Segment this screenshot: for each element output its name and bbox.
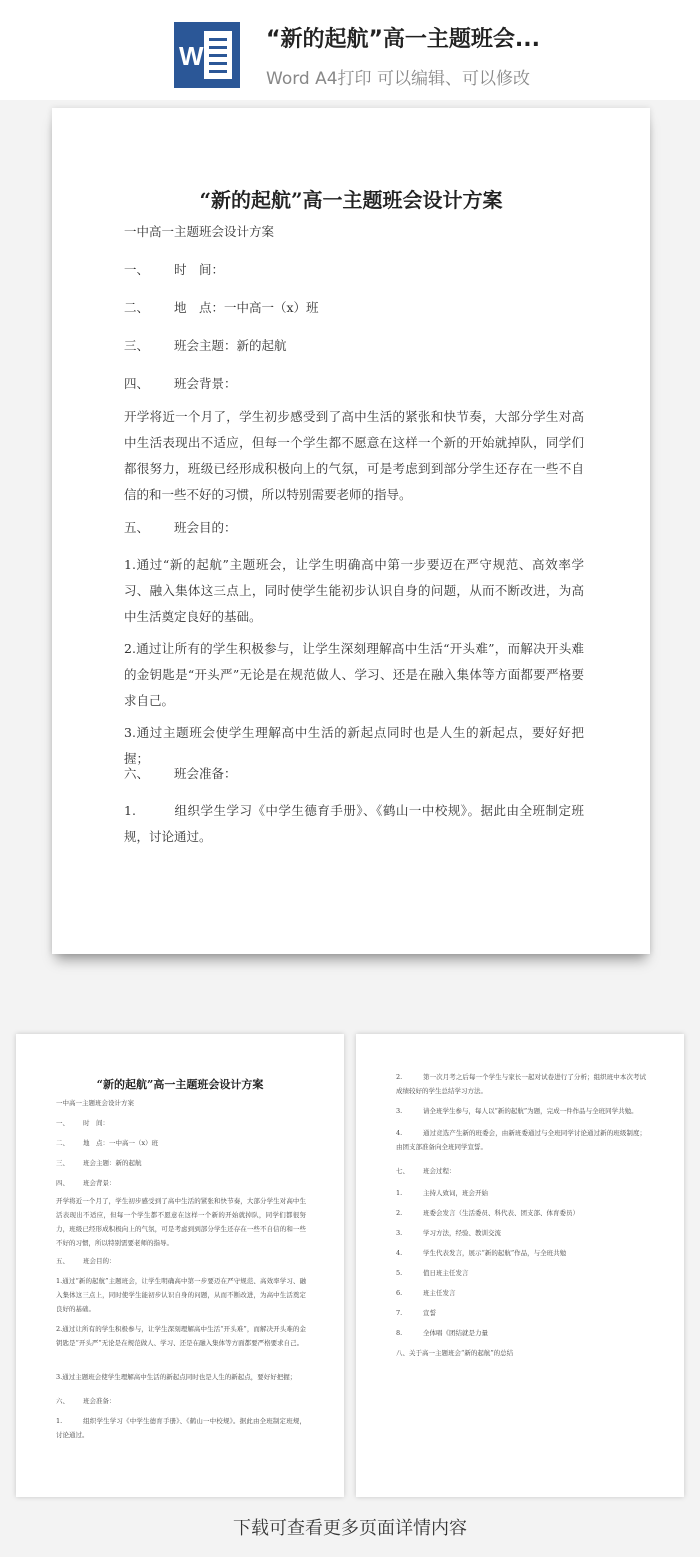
- document-page-preview: [52, 108, 650, 954]
- thumb-line: 2. 班委会发言（生活委员、科代表、团支部、体育委员）: [396, 1209, 579, 1217]
- doc-title: “新的起航”高一主题班会设计方案: [199, 188, 503, 212]
- thumb-line: 二、 地 点：一中高一（x）班: [56, 1139, 159, 1147]
- thumb-line: 六、 班会准备：: [56, 1397, 116, 1405]
- thumb-line: 1. 主持人致词，班会开始: [396, 1189, 488, 1197]
- document-title-header: “新的起航”高一主题班会...: [266, 27, 540, 52]
- thumb-paragraph: 2. 第一次月考之后每一个学生与家长一起对试卷进行了分析；组织班中本次考试成绩较好的学生总结学习方法。: [396, 1073, 646, 1095]
- word-icon-letter: W: [179, 41, 204, 71]
- thumb-paragraph: 2.通过让所有的学生积极参与，让学生深刻理解高中生活“开头难”，而解决开头难的金钥匙是“开头严”无论是在规范做人、学习、还是在融入集体等方面都要严格要求自己。: [56, 1325, 306, 1347]
- thumb-paragraph: 开学将近一个月了，学生初步感受到了高中生活的紧张和快节奏，大部分学生对高中生活表现出不适应，但每一个学生都不愿意在这样一个新的开始就掉队，同学们都很努力，班级已经形成积极向上的气氛，可是考虑到到部分学生还存在一些不自信的和一些不好的习惯，所以特别需要老师的指导。: [56, 1197, 306, 1247]
- thumb-paragraph: 3. 请全班学生参与，每人以“新的起航”为题，完成一件作品与全班同学共勉。: [396, 1107, 638, 1115]
- purpose-paragraph-2: 2.通过让所有的学生积极参与，让学生深刻理解高中生活“开头难”，而解决开头难的金钥匙是“开头严”无论是在规范做人、学习、还是在融入集体等方面都要严格要求自己。: [124, 641, 584, 708]
- thumb-line: 7. 宣誓: [396, 1309, 436, 1317]
- thumb-line: 8. 全体唱《团结就是力量: [396, 1329, 488, 1337]
- thumb-paragraph: 4. 通过竞选产生新的班委会，由新班委通过与全班同学讨论通过新的班级制度；由团支部准备向全班同学宣誓。: [396, 1129, 646, 1151]
- purpose-heading: 五、 班会目的：: [124, 520, 237, 535]
- purpose-paragraph-1: 1.通过“新的起航”主题班会，让学生明确高中第一步要迈在严守规范、高效率学习、融入集体这三点上，同时使学生能初步认识自身的问题，从而不断改进，为高中生活奠定良好的基础。: [124, 557, 584, 624]
- thumb-line: 四、 班会背景：: [56, 1179, 116, 1187]
- thumbnail-page-1[interactable]: [16, 1034, 344, 1497]
- thumb-line: 一、 时 间：: [56, 1119, 109, 1127]
- thumb-line: 七、 班会过程：: [396, 1167, 456, 1175]
- thumb-line: 3. 学习方法，经验、教训交流: [396, 1229, 501, 1237]
- thumb-line: 五、 班会目的：: [56, 1257, 116, 1265]
- thumb-paragraph: 3.通过主题班会使学生理解高中生活的新起点同时也是人生的新起点，要好好把握；: [56, 1373, 297, 1381]
- prep-heading: 六、 班会准备：: [124, 766, 237, 781]
- thumb-paragraph: 1.通过“新的起航”主题班会，让学生明确高中第一步要迈在严守规范、高效率学习、融入集体这三点上，同时使学生能初步认识自身的问题，从而不断改进，为高中生活奠定良好的基础。: [56, 1277, 306, 1313]
- thumb-line: 5. 值日班主任发言: [396, 1269, 469, 1277]
- doc-subtitle: 一中高一主题班会设计方案: [124, 224, 275, 239]
- list-item: 三、 班会主题：新的起航: [124, 338, 287, 353]
- thumbnail-page-2[interactable]: [356, 1034, 684, 1497]
- thumb-title: “新的起航”高一主题班会设计方案: [96, 1078, 264, 1091]
- header: [0, 0, 700, 100]
- purpose-paragraph-3: 3.通过主题班会使学生理解高中生活的新起点同时也是人生的新起点，要好好把握；: [124, 725, 584, 766]
- list-item: 一、 时 间：: [124, 262, 225, 277]
- thumb-line: 八、关于高一主题班会“新的起航”的总结: [396, 1349, 514, 1357]
- list-item: 二、 地 点：一中高一（x）班: [124, 300, 319, 315]
- thumb-line: 6. 班主任发言: [396, 1289, 456, 1297]
- thumb-paragraph: 1. 组织学生学习《中学生德育手册》、《鹤山一中校规》。据此由全班制定班规，讨论通过。: [56, 1417, 306, 1439]
- thumb-line: 4. 学生代表发言，展示“新的起航”作品，与全班共勉: [396, 1249, 567, 1257]
- word-document-icon: [174, 22, 240, 88]
- background-paragraph: 开学将近一个月了，学生初步感受到了高中生活的紧张和快节奏，大部分学生对高中生活表现出不适应，但每一个学生都不愿意在这样一个新的开始就掉队，同学们都很努力，班级已经形成积极向上的气氛，可是考虑到到部分学生还存在一些不自信的和一些不好的习惯，所以特别需要老师的指导。: [124, 409, 584, 502]
- prep-item-1: 1. 组织学生学习《中学生德育手册》、《鹤山一中校规》。据此由全班制定班规，讨论通过。: [124, 803, 584, 844]
- document-subtitle-header: Word A4打印 可以编辑、可以修改: [266, 69, 530, 89]
- thumb-line: 三、 班会主题：新的起航: [56, 1159, 142, 1167]
- list-item: 四、 班会背景：: [124, 376, 237, 391]
- thumb-subtitle: 一中高一主题班会设计方案: [56, 1099, 134, 1107]
- download-more-link[interactable]: 下载可查看更多页面详情内容: [233, 1518, 467, 1539]
